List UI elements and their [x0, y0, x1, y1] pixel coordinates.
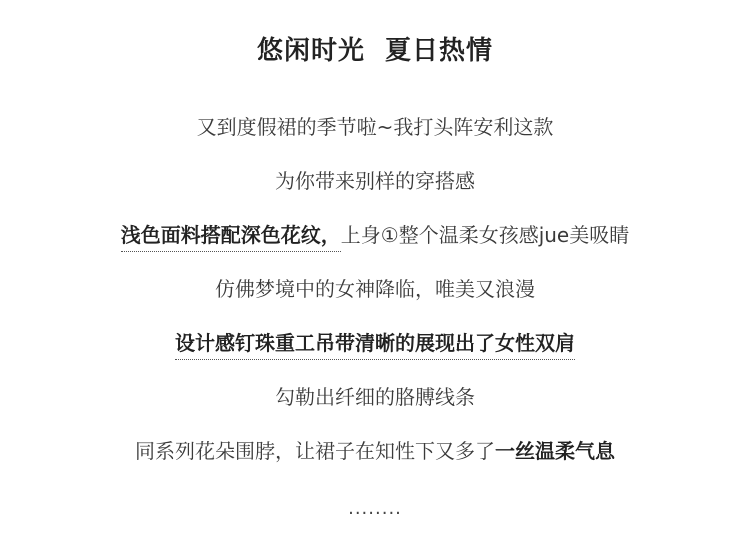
text-line-1-text: 又到度假裙的季节啦~我打头阵安利这款 [196, 115, 554, 139]
text-line-6 [0, 383, 750, 411]
text-line-7-rest: 同系列花朵围脖，让裙子在知性下又多了 [135, 439, 495, 463]
text-line-4 [0, 275, 750, 303]
text-line-2-text: 为你带来别样的穿搭感 [275, 169, 475, 193]
text-line-7 [0, 437, 750, 465]
text-line-2 [0, 167, 750, 195]
highlight-fabric-text: 浅色面料搭配深色花纹， [121, 223, 341, 252]
text-line-3-rest: 上身①整个温柔女孩感jue美吸睛 [340, 223, 630, 247]
ellipsis-text: ........ [348, 498, 402, 519]
text-line-6-text: 勾勒出纤细的胳膊线条 [275, 385, 475, 409]
text-line-4-text: 仿佛梦境中的女神降临，唯美又浪漫 [215, 277, 535, 301]
text-line-5 [0, 329, 750, 357]
text-line-1 [0, 113, 750, 141]
page-title: 悠闲时光 夏日热情 [256, 36, 494, 66]
highlight-gentle-text: 一丝温柔气息 [495, 439, 615, 463]
highlight-design-text: 设计感钉珠重工吊带清晰的展现出了女性双肩 [175, 331, 575, 360]
text-line-3 [0, 221, 750, 249]
